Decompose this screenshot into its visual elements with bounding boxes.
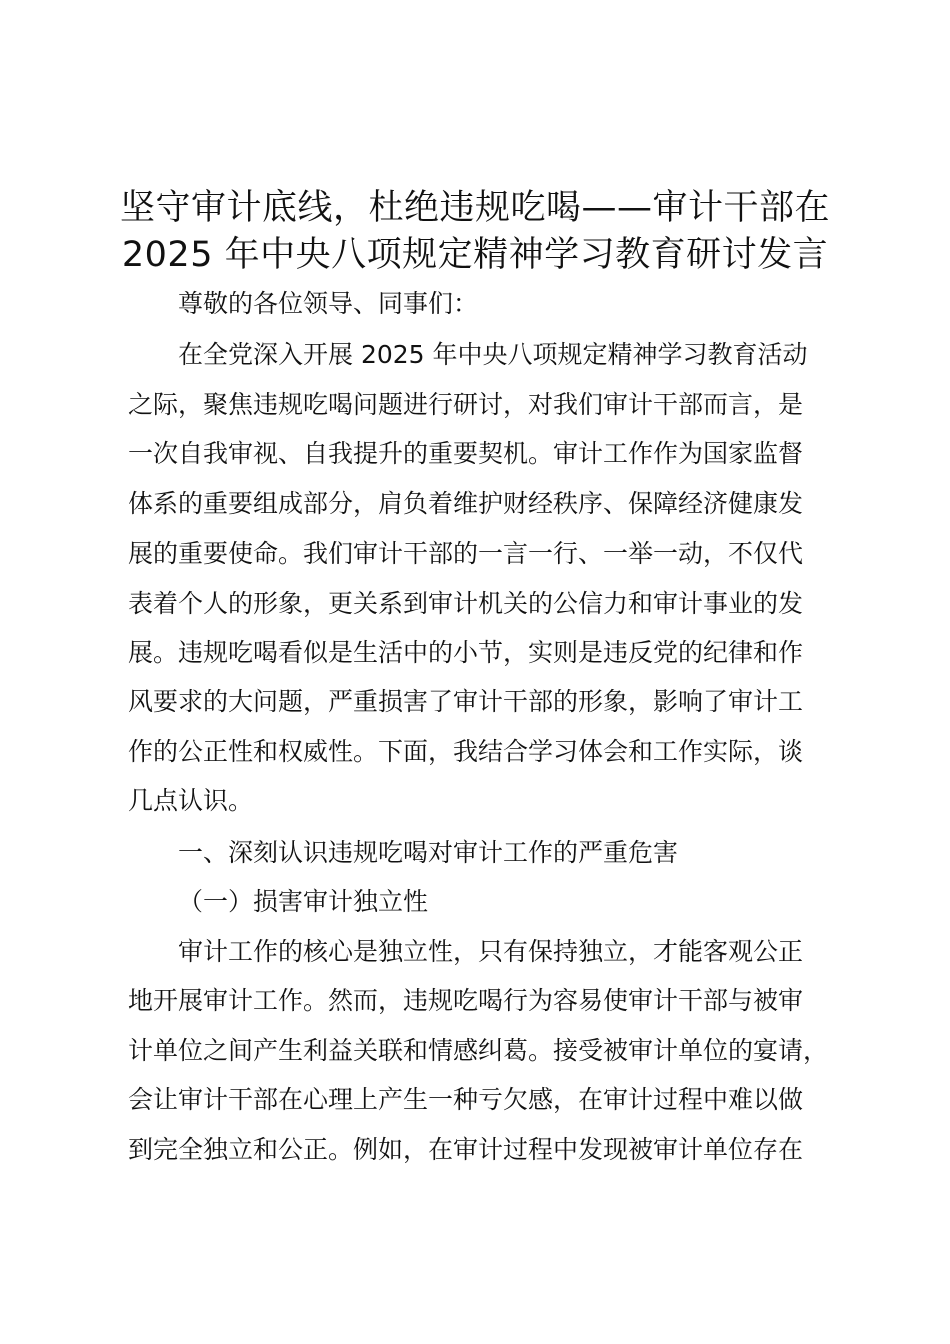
- paragraph-line: 计单位之间产生利益关联和情感纠葛。接受被审计单位的宴请，: [128, 1036, 829, 1065]
- paragraph-line: 表着个人的形象，更关系到审计机关的公信力和审计事业的发: [128, 589, 804, 618]
- paragraph-line: 审计工作的核心是独立性，只有保持独立，才能客观公正: [178, 937, 804, 966]
- paragraph-line: 作的公正性和权威性。下面，我结合学习体会和工作实际，谈: [128, 737, 804, 766]
- paragraph-line: 风要求的大问题，严重损害了审计干部的形象，影响了审计工: [128, 687, 804, 716]
- section-heading: 一、深刻认识违规吃喝对审计工作的严重危害: [178, 838, 679, 867]
- paragraph-line: 一次自我审视、自我提升的重要契机。审计工作作为国家监督: [128, 439, 804, 468]
- paragraph-line: 展的重要使命。我们审计干部的一言一行、一举一动，不仅代: [128, 539, 804, 568]
- paragraph-line: 之际，聚焦违规吃喝问题进行研讨，对我们审计干部而言，是: [128, 390, 804, 419]
- paragraph-line: 到完全独立和公正。例如，在审计过程中发现被审计单位存在: [128, 1135, 804, 1164]
- paragraph-line: 地开展审计工作。然而，违规吃喝行为容易使审计干部与被审: [128, 986, 804, 1015]
- salutation: 尊敬的各位领导、同事们：: [178, 289, 479, 318]
- paragraph-line: 展。违规吃喝看似是生活中的小节，实则是违反党的纪律和作: [128, 638, 804, 667]
- paragraph-line: 体系的重要组成部分，肩负着维护财经秩序、保障经济健康发: [128, 489, 804, 518]
- document-title-line-2: 2025 年中央八项规定精神学习教育研讨发言: [121, 235, 829, 275]
- paragraph-line: 在全党深入开展 2025 年中央八项规定精神学习教育活动: [178, 340, 808, 369]
- paragraph-line: 几点认识。: [128, 786, 254, 815]
- paragraph-line: 会让审计干部在心理上产生一种亏欠感，在审计过程中难以做: [128, 1085, 804, 1114]
- document-title-line-1: 坚守审计底线，杜绝违规吃喝——审计干部在: [119, 188, 830, 228]
- subsection-heading: （一）损害审计独立性: [178, 887, 429, 916]
